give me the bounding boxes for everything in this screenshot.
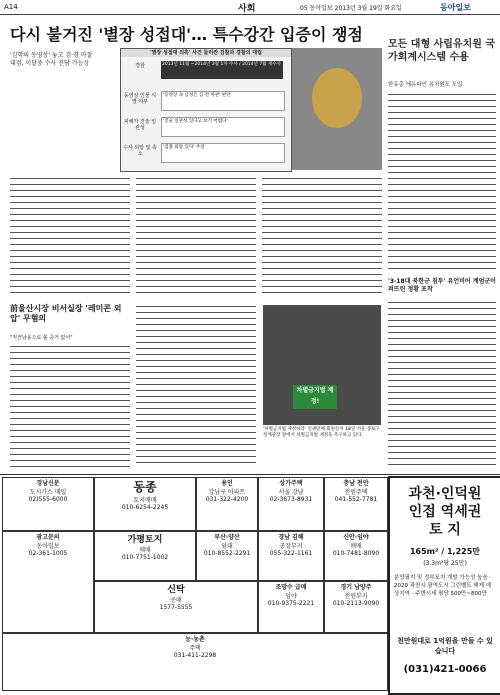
main-headline: 다시 불거진 '별장 성접대'… 특수강간 입증이 쟁점	[10, 25, 363, 44]
info-graphic	[120, 48, 292, 172]
classified-ad[interactable]	[94, 477, 196, 531]
ad-headline-1: 과천·인덕원	[408, 486, 482, 502]
ad-phone: 02-361-1005	[28, 550, 68, 557]
ad-details: 분양필지 및 정부토지 개발 가능성 높음 · 2020 과천시 광역도시 그린벨트 해제 예상지역 · 주변시세 평당 500만~800만	[394, 575, 492, 597]
subhead-line: '김학의 동영상' 놓고 검·경 마찰	[10, 52, 93, 59]
info-label: 경찰	[135, 63, 145, 69]
ad-sub: 공장부지	[279, 543, 303, 550]
ad-sub: 매매	[139, 547, 151, 554]
photo-caption: '차별금지법 제정하라' 인권단체 회원들이 18일 서울 종로구 청계광장 앞에서 차별금지법 제정을 촉구하고 있다.	[263, 427, 380, 438]
ad-phone: 02)555-6000	[28, 496, 68, 503]
ad-sub: 토지매매	[133, 497, 157, 504]
ad-sub: 전원주택	[344, 489, 368, 496]
classified-ad[interactable]	[2, 633, 388, 691]
ad-title: 용인	[221, 480, 233, 487]
page-header	[0, 0, 500, 15]
page-number: A14	[4, 3, 18, 11]
story2-subhead: "직권남용으로 볼 증거 없어"	[10, 335, 73, 341]
ad-headline-3: 토 지	[429, 522, 461, 538]
classified-ad[interactable]	[324, 581, 388, 633]
ad-title: 동종	[133, 480, 157, 494]
info-text: '검찰 외압 있다' 주장	[161, 143, 285, 163]
story2-body-col2	[136, 304, 256, 468]
ad-section	[0, 474, 500, 692]
ad-phone: 010-9375-2221	[267, 600, 315, 607]
story2-body-col1	[10, 344, 130, 468]
info-label: 수사 외압 및 축소	[123, 145, 157, 157]
classified-ad[interactable]	[94, 581, 258, 633]
sidebar-body-2	[388, 300, 496, 468]
sub-headline	[10, 52, 120, 68]
ad-title: 경남신문	[36, 480, 60, 487]
ad-title: 신안·임야	[343, 534, 369, 541]
info-label: 피해자 진술 일관성	[123, 119, 157, 131]
classified-ad[interactable]	[324, 477, 388, 531]
land-sale-ad[interactable]	[388, 476, 500, 695]
ad-phone: 055-322-1161	[269, 550, 313, 557]
date-line: 05 동아일보 2013년 3월 19일 화요일	[300, 5, 402, 12]
ad-phone: 02-3673-8931	[269, 496, 313, 503]
ad-phone: 010-6254-2245	[121, 504, 169, 511]
sidebar-subhead: 한유총 에듀파인 유치원도 도입	[388, 82, 463, 88]
sidebar-headline: 모든 대형 사립유치원 국가회계시스템 수용	[388, 39, 496, 63]
ad-price: 165m² / 1,225만	[409, 547, 481, 556]
info-label: 동영상 인물 식별 여부	[123, 93, 157, 105]
ad-title: 조망수 급매	[275, 584, 307, 591]
article-body-col3	[262, 176, 382, 298]
ad-price-sub: (3.3m²당 25만)	[423, 560, 467, 567]
protest-sign: 차별금지법 제정!	[293, 385, 337, 409]
ad-phone: 010-2113-9090	[332, 600, 380, 607]
ad-title: 경기 남양주	[340, 584, 372, 591]
ad-phone: 010-7751-1002	[121, 554, 169, 561]
classified-ad[interactable]	[2, 531, 94, 633]
info-text: 2013년 11월 ~2014년 3월 1차 수사 / 2014년 7월 재수사	[161, 61, 283, 79]
ad-sub: 주택	[189, 645, 201, 652]
ad-sub: 임야	[285, 593, 297, 600]
ad-sub: 동아일보	[36, 543, 60, 550]
ad-sub: 서울 강남	[278, 489, 304, 496]
classified-ad[interactable]	[196, 477, 258, 531]
badge-icon	[312, 68, 362, 128]
newspaper-logo: 동아일보	[440, 3, 471, 12]
classified-ad[interactable]	[258, 477, 324, 531]
ad-title: 가평토지	[127, 535, 163, 545]
ad-title: 경남 김해	[278, 534, 304, 541]
news-photo	[263, 305, 381, 425]
classified-ad[interactable]	[94, 531, 196, 581]
ad-sub: 강남구 아파트	[208, 489, 246, 496]
info-title: '별장 성접대 의혹' 사건 둘러싼 검찰과 경찰의 대립	[121, 49, 291, 57]
ad-title: 충남 천안	[343, 480, 369, 487]
ad-phone: 1577-5555	[159, 604, 193, 611]
story2-headline: 前울산시장 비서실장 '레미콘 외압' 무혐의	[10, 304, 122, 323]
ad-phone: 010-8552-2291	[203, 550, 251, 557]
ad-sub: 매매	[350, 543, 362, 550]
classified-ad[interactable]	[258, 581, 324, 633]
article-body-col2	[136, 176, 256, 298]
classified-ad[interactable]	[258, 531, 324, 581]
subhead-line: 대검, 이달중 수사 전담 가능성	[10, 60, 90, 67]
ad-phone: 031-322-4200	[205, 496, 249, 503]
classified-ad[interactable]	[196, 531, 258, 581]
ad-slogan: 천만원대로 1억원을 만들 수 있습니다	[397, 637, 493, 655]
sidebar-body	[388, 92, 496, 272]
police-emblem-photo	[292, 48, 382, 170]
ad-sub: 공매	[170, 597, 182, 604]
ad-title: 광고문의	[36, 534, 60, 541]
ad-headline-2: 인접 역세권	[408, 504, 482, 520]
ad-sub: 도시가스 매일	[29, 489, 67, 496]
ad-phone: 031-411-2298	[173, 652, 217, 659]
ad-phone-number: (031)421-0066	[403, 664, 487, 675]
info-text: '진술 일관성 있다고 보기 어렵다'	[161, 117, 285, 137]
ad-phone: 041-552-7781	[334, 496, 378, 503]
ad-title: 부산·양산	[214, 534, 240, 541]
ad-title: 신탁	[167, 585, 185, 595]
ad-sub: 임대	[221, 543, 233, 550]
ad-title: 상가주택	[279, 480, 303, 487]
classified-ad[interactable]	[324, 531, 388, 581]
sidebar-headline-2: '3·18대 북한군 침투' 유언비어 계엄군이 퍼뜨린 정황 포착	[388, 278, 496, 293]
ad-phone: 010-7481-8090	[332, 550, 380, 557]
ad-title: 능·농촌	[185, 636, 205, 643]
article-body-col1	[10, 176, 130, 298]
classified-ad[interactable]	[2, 477, 94, 531]
section-title: 사회	[238, 4, 256, 14]
ad-sub: 전원부지	[344, 593, 368, 600]
info-text: '동영상 속 남성은 김 전 차관' 판단	[161, 91, 285, 111]
